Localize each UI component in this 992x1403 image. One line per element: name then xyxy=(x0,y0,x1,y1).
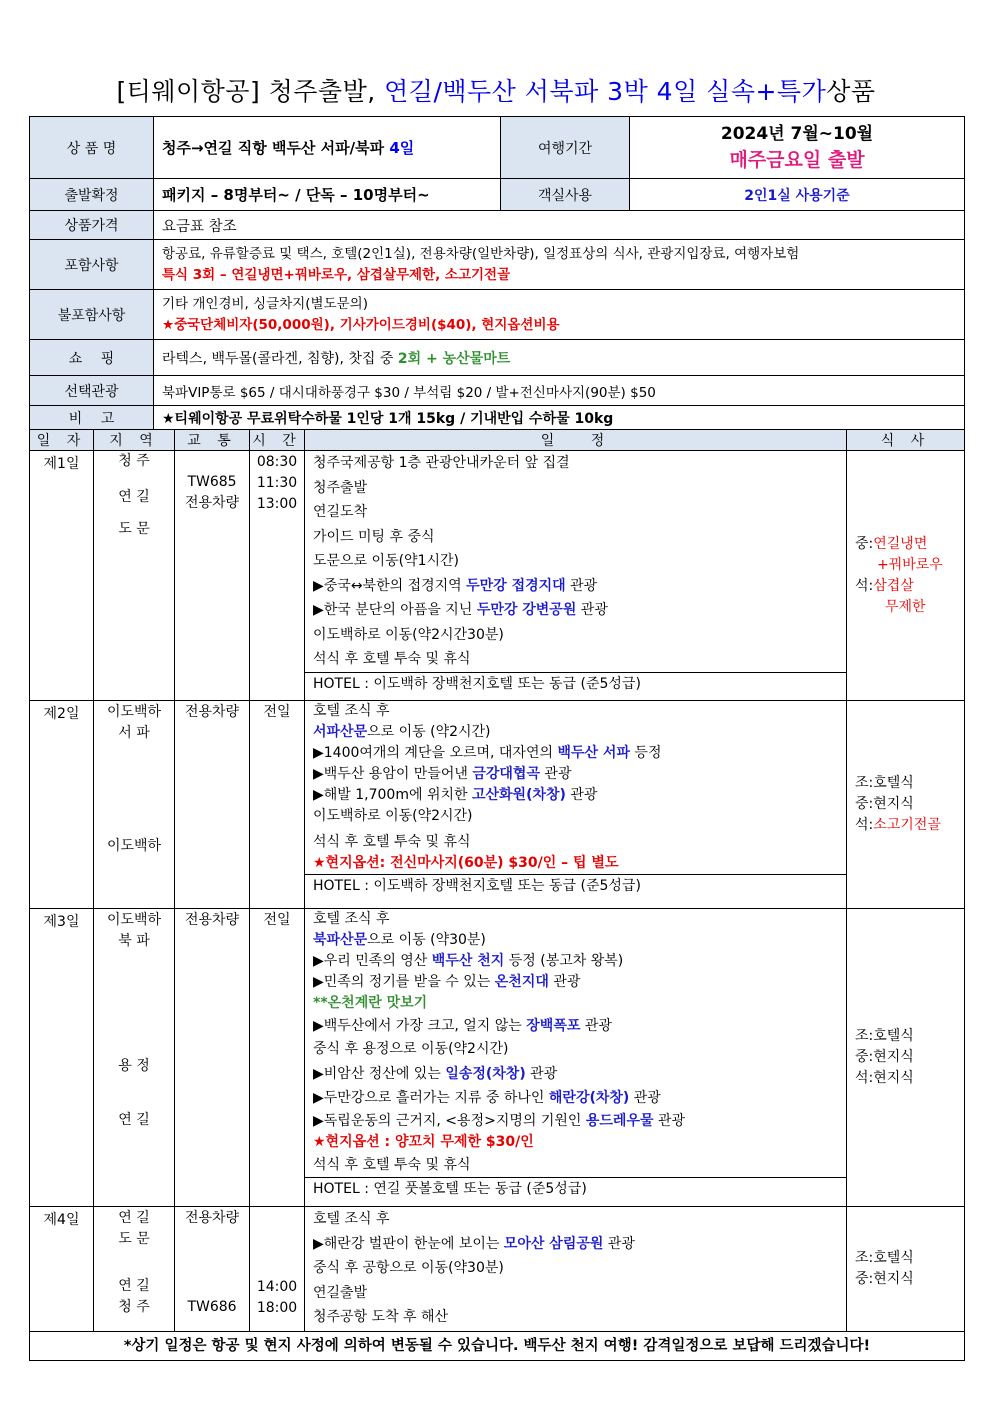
schedule-item xyxy=(305,785,846,806)
time-cell xyxy=(250,701,305,909)
schedule-item xyxy=(305,930,846,951)
schedule-cell xyxy=(305,1207,847,1332)
day-label: 제2일 xyxy=(30,701,94,909)
region: 서 파 xyxy=(118,725,150,741)
schedule-item: ★현지옵션 : 양꼬치 무제한 $30/인 xyxy=(313,1133,534,1150)
note-value: ★티웨이항공 무료위탁수하물 1인당 1개 15kg / 기내반입 수하물 10kg xyxy=(154,406,965,431)
region-cell xyxy=(94,701,175,909)
transport: 전용차량 xyxy=(184,704,240,720)
text: ▶민족의 정기를 받을 수 있는 xyxy=(313,974,495,990)
time: 전일 xyxy=(263,912,291,928)
schedule-item: 가이드 미팅 후 중식 xyxy=(313,528,435,545)
schedule-item: 호텔 조식 후 xyxy=(313,703,390,719)
schedule-item: 청주출발 xyxy=(313,479,368,496)
text: ▶한국 분단의 아픔을 지닌 xyxy=(313,602,477,618)
depart-value: 패키지 – 8명부터~ / 단독 – 10명부터~ xyxy=(154,179,501,211)
text: ▶해란강 벌판이 한눈에 보이는 xyxy=(313,1235,504,1252)
region: 이도백하 xyxy=(106,704,162,720)
shopping-value-a: 라텍스, 백두몰(콜라겐, 침향), 찻집 중 xyxy=(162,350,398,367)
region: 북 파 xyxy=(118,933,150,949)
region: 이도백하 xyxy=(106,838,162,854)
text: ▶우리 민족의 영산 xyxy=(313,953,432,969)
shopping-label: 쇼 핑 xyxy=(30,340,154,376)
time: 전일 xyxy=(263,704,291,720)
text: ▶독립운동의 근거지, <용정>지명의 기원인 xyxy=(313,1112,586,1129)
text: 관광 xyxy=(548,974,581,990)
title-part-2: 연길/백두산 서북파 3박 4일 실속+특가 xyxy=(384,77,827,106)
depart-label: 출발확정 xyxy=(30,179,154,211)
highlight: 고산화원(차창) xyxy=(471,787,566,803)
day-label: 제1일 xyxy=(30,451,94,701)
price-value: 요금표 참조 xyxy=(154,211,965,240)
product-label: 상 품 명 xyxy=(30,117,154,179)
excluded-label: 불포함사항 xyxy=(30,290,154,340)
schedule-item xyxy=(305,1062,846,1087)
schedule-item: 호텔 조식 후 xyxy=(313,1211,390,1227)
included-label: 포함사항 xyxy=(30,240,154,290)
schedule-item xyxy=(305,574,846,599)
schedule-item xyxy=(305,1086,846,1111)
meal-lunch xyxy=(847,534,964,555)
transport-cell xyxy=(175,909,250,1207)
time: 14:00 xyxy=(256,1279,298,1295)
text: 으로 이동 (약30분) xyxy=(367,932,486,948)
highlight: 용드레우물 xyxy=(585,1112,654,1129)
schedule-item xyxy=(305,972,846,993)
transport: 전용차량 xyxy=(184,495,240,511)
transport: 전용차량 xyxy=(184,912,240,928)
schedule-item xyxy=(305,743,846,764)
time-cell xyxy=(250,1207,305,1332)
text: ▶해발 1,700m에 위치한 xyxy=(313,787,472,803)
region: 연 길 xyxy=(118,489,150,505)
product-value-a: 청주→연길 직항 백두산 서파/북파 xyxy=(162,139,390,157)
highlight: 백두산 서파 xyxy=(557,745,630,761)
meal-breakfast: 조:호텔식 xyxy=(855,1028,914,1044)
region: 연 길 xyxy=(118,1278,150,1294)
meal-name: 소고기전골 xyxy=(873,817,941,833)
transport-cell xyxy=(175,451,250,701)
optional-tour-label: 선택관광 xyxy=(30,376,154,406)
schedule-item xyxy=(305,1232,846,1257)
schedule-item: 이도백하로 이동(약2시간) xyxy=(313,808,473,824)
title-part-3: 상품 xyxy=(826,77,876,106)
period-label: 여행기간 xyxy=(501,117,630,179)
text: ▶두만강으로 흘러가는 지류 중 하나인 xyxy=(313,1090,549,1106)
transport: TW686 xyxy=(187,1299,237,1315)
meal-name: 연길냉면 xyxy=(873,535,928,552)
schedule-cell xyxy=(305,701,847,909)
time: 11:30 xyxy=(256,475,298,491)
meal-type: 석: xyxy=(855,817,874,833)
highlight: 온천지대 xyxy=(494,974,549,990)
period-cell xyxy=(630,117,965,179)
text: 등정 (봉고차 왕복) xyxy=(504,953,624,969)
transport: TW685 xyxy=(187,474,237,490)
schedule-item xyxy=(305,598,846,623)
room-label: 객실사용 xyxy=(501,179,630,211)
time-cell xyxy=(250,909,305,1207)
meal-name: 무제한 xyxy=(885,598,926,615)
header-time: 시 간 xyxy=(250,430,305,451)
region: 청 주 xyxy=(118,453,150,469)
header-day: 일 자 xyxy=(30,430,94,451)
product-info-table xyxy=(29,116,965,431)
text: 관광 xyxy=(565,787,598,803)
text: 관광 xyxy=(603,1235,635,1252)
header-transport: 교 통 xyxy=(175,430,250,451)
text: ▶백두산 용암이 만들어낸 xyxy=(313,766,473,782)
text: 관광 xyxy=(576,602,608,618)
schedule-item xyxy=(305,1014,846,1037)
period-sub: 매주금요일 출발 xyxy=(729,148,865,171)
header-meal: 식 사 xyxy=(847,430,965,451)
meal-lunch: 중:현지식 xyxy=(855,1049,914,1065)
region: 연 길 xyxy=(118,1112,150,1128)
period-value: 2024년 7월~10월 xyxy=(720,123,874,144)
highlight: 두만강 접경지대 xyxy=(466,577,566,594)
region-cell xyxy=(94,909,175,1207)
schedule-item: ★현지옵션: 전신마사지(60분) $30/인 – 팁 별도 xyxy=(313,855,619,871)
schedule-item: **온천계란 맛보기 xyxy=(313,995,428,1011)
transport-cell xyxy=(175,701,250,909)
highlight: 해란강(차창) xyxy=(548,1090,630,1106)
day-label: 제3일 xyxy=(30,909,94,1207)
highlight: 백두산 천지 xyxy=(431,953,505,969)
region: 청 주 xyxy=(118,1299,150,1315)
excluded-line-2: ★중국단체비자(50,000원), 기사가이드경비($40), 현지옵션비용 xyxy=(162,316,560,333)
schedule-item: 석식 후 호텔 투숙 및 휴식 xyxy=(313,834,471,850)
text: 관광 xyxy=(539,766,572,782)
text: 관광 xyxy=(629,1090,661,1106)
text: 으로 이동 (약2시간) xyxy=(367,724,491,740)
meal-cell xyxy=(847,451,965,701)
included-line-1: 항공료, 유류할증료 및 택스, 호텔(2인1실), 전용차량(일반차량), 일정표상의 식사, 관광지입장료, 여행자보험 xyxy=(162,245,800,262)
region-cell xyxy=(94,1207,175,1332)
day-label: 제4일 xyxy=(30,1207,94,1332)
transport-cell xyxy=(175,1207,250,1332)
text: 관광 xyxy=(580,1018,612,1034)
day-row xyxy=(30,451,965,701)
meal-breakfast: 조:호텔식 xyxy=(855,1250,914,1266)
shopping-value-b: 2회 + 농산물마트 xyxy=(397,350,511,367)
meal-cell xyxy=(847,909,965,1207)
title-part-1: [티웨이항공] 청주출발, xyxy=(116,77,385,106)
included-value xyxy=(154,240,965,290)
text: 관광 xyxy=(565,577,598,594)
price-label: 상품가격 xyxy=(30,211,154,240)
meal-lunch: 중:현지식 xyxy=(855,1271,914,1287)
day-row xyxy=(30,701,965,909)
product-value xyxy=(154,117,501,179)
header-schedule: 일 정 xyxy=(305,430,847,451)
schedule-cell xyxy=(305,451,847,701)
shopping-value xyxy=(154,340,965,376)
schedule-item: 중식 후 용정으로 이동(약2시간) xyxy=(313,1041,509,1057)
hotel-info: HOTEL : 이도백하 장백천지호텔 또는 동급 (준5성급) xyxy=(305,672,846,696)
meal-cell xyxy=(847,1207,965,1332)
schedule-item: 연길도착 xyxy=(313,504,368,520)
highlight: 서파산문 xyxy=(313,724,368,740)
highlight: 두만강 강변공원 xyxy=(476,602,577,618)
schedule-item: 연길출발 xyxy=(313,1284,368,1301)
time: 08:30 xyxy=(256,454,298,470)
meal-type: 석: xyxy=(855,577,874,594)
region: 도 문 xyxy=(118,521,150,537)
header-region: 지 역 xyxy=(94,430,175,451)
text: ▶중국↔북한의 접경지역 xyxy=(313,577,467,594)
region: 용 정 xyxy=(118,1058,150,1074)
footnote: *상기 일정은 항공 및 현지 사정에 의하여 변동될 수 있습니다. 백두산 천지 여행! 감격일정으로 보답해 드리겠습니다! xyxy=(30,1332,965,1361)
day-row xyxy=(30,909,965,1207)
text: 관광 xyxy=(525,1065,558,1082)
region-cell xyxy=(94,451,175,701)
meal-dinner xyxy=(847,815,964,836)
schedule-cell xyxy=(305,909,847,1207)
itinerary-table xyxy=(29,429,965,1361)
meal-type: 중: xyxy=(855,535,874,552)
meal-cell xyxy=(847,701,965,909)
excluded-value xyxy=(154,290,965,340)
schedule-item: 중식 후 공항으로 이동(약30분) xyxy=(313,1260,504,1276)
page-title xyxy=(0,72,992,108)
note-label: 비 고 xyxy=(30,406,154,431)
schedule-item: 청주공항 도착 후 해산 xyxy=(313,1309,449,1325)
schedule-item: 청주국제공항 1층 관광안내카운터 앞 집결 xyxy=(313,455,570,471)
text: 등정 xyxy=(629,745,662,761)
optional-tour-value: 북파VIP통로 $65 / 대시대하풍경구 $30 / 부석림 $20 / 발+전신마사지(90분) $50 xyxy=(154,376,965,406)
schedule-item xyxy=(305,764,846,785)
product-value-b: 4일 xyxy=(389,139,415,157)
meal-dinner: 석:현지식 xyxy=(855,1070,914,1086)
meal-name: 삼겹살 xyxy=(873,577,914,594)
region: 도 문 xyxy=(118,1231,150,1247)
included-line-2: 특식 3회 – 연길냉면+꿔바로우, 삼겹살무제한, 소고기전골 xyxy=(162,266,511,283)
meal-dinner xyxy=(847,576,964,597)
excluded-line-1: 기타 개인경비, 싱글차지(별도문의) xyxy=(162,295,368,312)
time: 18:00 xyxy=(256,1300,298,1316)
text: ▶백두산에서 가장 크고, 얼지 않는 xyxy=(313,1018,527,1034)
schedule-item xyxy=(305,951,846,972)
schedule-item: 석식 후 호텔 투숙 및 휴식 xyxy=(313,1156,471,1173)
meal-name: +꿔바로우 xyxy=(877,556,943,573)
highlight: 모아산 삼림공원 xyxy=(503,1235,604,1252)
region: 이도백하 xyxy=(106,912,162,928)
time-cell xyxy=(250,451,305,701)
highlight: 북파산문 xyxy=(313,932,368,948)
meal-lunch: 중:현지식 xyxy=(855,796,914,812)
highlight: 금강대협곡 xyxy=(472,766,540,782)
hotel-info: HOTEL : 연길 풋볼호텔 또는 동급 (준5성급) xyxy=(305,1177,846,1201)
time: 13:00 xyxy=(256,496,298,512)
schedule-item: 호텔 조식 후 xyxy=(313,911,390,927)
transport: 전용차량 xyxy=(184,1210,240,1226)
meal-breakfast: 조:호텔식 xyxy=(855,775,914,791)
day-row xyxy=(30,1207,965,1332)
highlight: 장백폭포 xyxy=(526,1018,581,1034)
schedule-item: 석식 후 호텔 투숙 및 휴식 xyxy=(313,651,471,667)
room-value: 2인1실 사용기준 xyxy=(630,179,965,211)
text: 관광 xyxy=(653,1112,685,1129)
schedule-item: 도문으로 이동(약1시간) xyxy=(313,553,459,569)
schedule-item xyxy=(305,722,846,743)
region: 연 길 xyxy=(118,1210,150,1226)
highlight: 일송정(차창) xyxy=(445,1065,526,1082)
text: ▶비암산 정산에 있는 xyxy=(313,1065,446,1082)
hotel-info: HOTEL : 이도백하 장백천지호텔 또는 동급 (준5성급) xyxy=(305,874,846,898)
text: ▶1400여개의 계단을 오르며, 대자연의 xyxy=(313,745,558,761)
schedule-item xyxy=(305,1111,846,1132)
schedule-item: 이도백하로 이동(약2시간30분) xyxy=(313,626,504,643)
